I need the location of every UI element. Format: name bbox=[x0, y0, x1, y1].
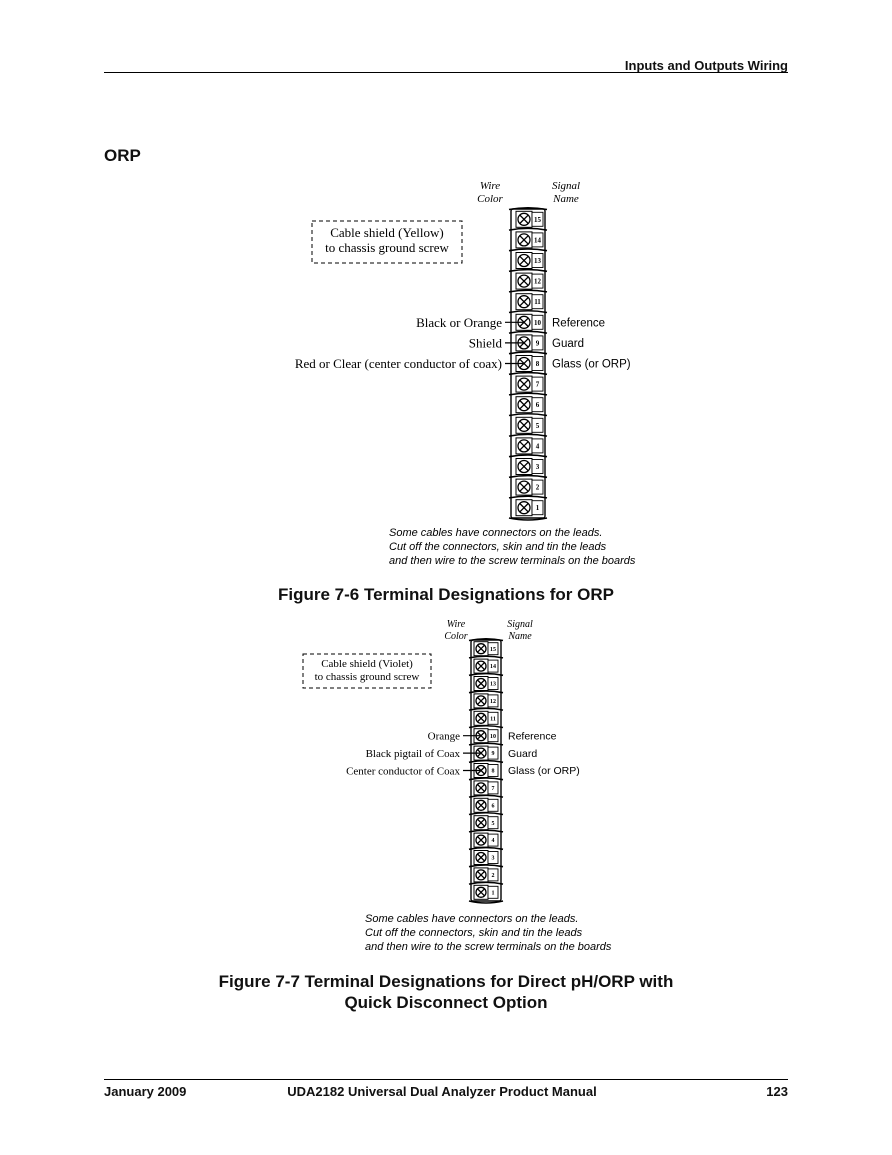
fig2-terminal-number: 11 bbox=[490, 716, 496, 723]
section-title: ORP bbox=[104, 146, 141, 165]
fig1-terminal-number: 1 bbox=[535, 504, 540, 513]
fig1-signal-name-header-1: Signal bbox=[551, 180, 581, 192]
fig1-terminal-number: 2 bbox=[535, 483, 540, 492]
fig1-terminal-number: 4 bbox=[535, 442, 540, 451]
fig1-wire-color-label: Black or Orange bbox=[416, 314, 502, 330]
fig2-signal-name-label: Guard bbox=[508, 747, 538, 760]
fig1-wire-color-label: Red or Clear (center conductor of coax) bbox=[294, 356, 502, 372]
fig2-terminal-number: 9 bbox=[491, 751, 495, 758]
fig1-shield-note-line-1: Cable shield (Yellow) bbox=[330, 224, 444, 240]
fig2-terminal-number: 6 bbox=[491, 803, 495, 810]
footer-manual-title: UDA2182 Universal Dual Analyzer Product Manual bbox=[287, 1084, 597, 1099]
fig2-terminal-number: 12 bbox=[490, 699, 496, 705]
fig2-shield-note-line-1: Cable shield (Violet) bbox=[321, 657, 413, 670]
fig2-terminal-number: 4 bbox=[491, 838, 495, 845]
figure-7-6-caption: Figure 7-6 Terminal Designations for ORP bbox=[278, 585, 614, 604]
footer-page-number: 123 bbox=[766, 1084, 788, 1099]
fig1-cable-note-line: Cut off the connectors, skin and tin the leads bbox=[389, 541, 607, 553]
fig1-terminal-number: 14 bbox=[534, 236, 541, 245]
fig2-signal-name-label: Glass (or ORP) bbox=[508, 765, 580, 778]
fig1-signal-name-header-2: Name bbox=[553, 193, 579, 205]
footer-date: January 2009 bbox=[104, 1084, 187, 1099]
fig2-terminal-number: 10 bbox=[490, 733, 496, 740]
fig2-terminal-number: 13 bbox=[490, 681, 496, 688]
fig2-signal-name-header-2: Name bbox=[508, 631, 532, 642]
fig2-terminal-number: 2 bbox=[491, 873, 495, 879]
fig1-terminal-number: 5 bbox=[535, 421, 540, 430]
fig2-terminal-number: 15 bbox=[490, 646, 496, 653]
fig2-wire-color-label: Center conductor of Coax bbox=[346, 765, 460, 778]
fig2-terminal-number: 8 bbox=[491, 768, 495, 775]
running-header: Inputs and Outputs Wiring bbox=[624, 58, 788, 73]
fig2-terminal-number: 14 bbox=[490, 664, 496, 671]
fig1-terminal-number: 9 bbox=[535, 339, 540, 348]
fig2-cable-note-line: and then wire to the screw terminals on the boards bbox=[365, 941, 612, 953]
footer-rule bbox=[104, 1079, 788, 1080]
figure-7-7-caption-line-2: Quick Disconnect Option bbox=[344, 993, 548, 1012]
fig2-wire-color-header-2: Color bbox=[444, 631, 468, 642]
fig1-wire-color-header-2: Color bbox=[477, 193, 503, 205]
fig1-terminal-number: 7 bbox=[535, 380, 540, 389]
fig2-cable-note-line: Some cables have connectors on the leads. bbox=[365, 913, 579, 925]
fig1-shield-note-line-2: to chassis ground screw bbox=[325, 239, 449, 255]
fig1-cable-note-line: Some cables have connectors on the leads. bbox=[389, 527, 603, 539]
fig1-wire-color-label: Shield bbox=[468, 335, 502, 351]
fig2-terminal-number: 1 bbox=[491, 890, 495, 897]
fig2-signal-name-header-1: Signal bbox=[507, 619, 533, 630]
fig2-cable-note-line: Cut off the connectors, skin and tin the leads bbox=[365, 927, 583, 939]
fig2-shield-note-line-2: to chassis ground screw bbox=[314, 670, 420, 683]
fig1-signal-name-label: Guard bbox=[552, 337, 584, 350]
fig1-terminal-number: 12 bbox=[534, 277, 541, 286]
fig2-signal-name-label: Reference bbox=[508, 730, 557, 743]
fig1-terminal-number: 11 bbox=[534, 298, 541, 307]
fig2-wire-color-label: Black pigtail of Coax bbox=[365, 747, 460, 760]
fig2-wire-color-header-1: Wire bbox=[446, 619, 466, 630]
fig1-signal-name-label: Reference bbox=[552, 317, 606, 330]
fig2-terminal-number: 5 bbox=[491, 820, 495, 827]
fig1-terminal-number: 10 bbox=[534, 318, 541, 327]
fig1-wire-color-header-1: Wire bbox=[479, 180, 501, 192]
fig1-terminal-number: 6 bbox=[535, 401, 540, 410]
fig1-cable-note-line: and then wire to the screw terminals on the boards bbox=[389, 555, 636, 567]
fig1-terminal-number: 8 bbox=[535, 359, 540, 368]
fig2-terminal-number: 7 bbox=[491, 786, 495, 792]
fig2-terminal-number: 3 bbox=[491, 855, 495, 862]
figure-7-7-caption-line-1: Figure 7-7 Terminal Designations for Direct pH/ORP with bbox=[218, 972, 674, 991]
fig1-signal-name-label: Glass (or ORP) bbox=[552, 358, 631, 371]
fig1-terminal-number: 13 bbox=[534, 256, 541, 265]
fig2-wire-color-label: Orange bbox=[427, 730, 460, 743]
fig1-terminal-number: 15 bbox=[534, 215, 541, 224]
fig1-terminal-number: 3 bbox=[535, 462, 540, 471]
